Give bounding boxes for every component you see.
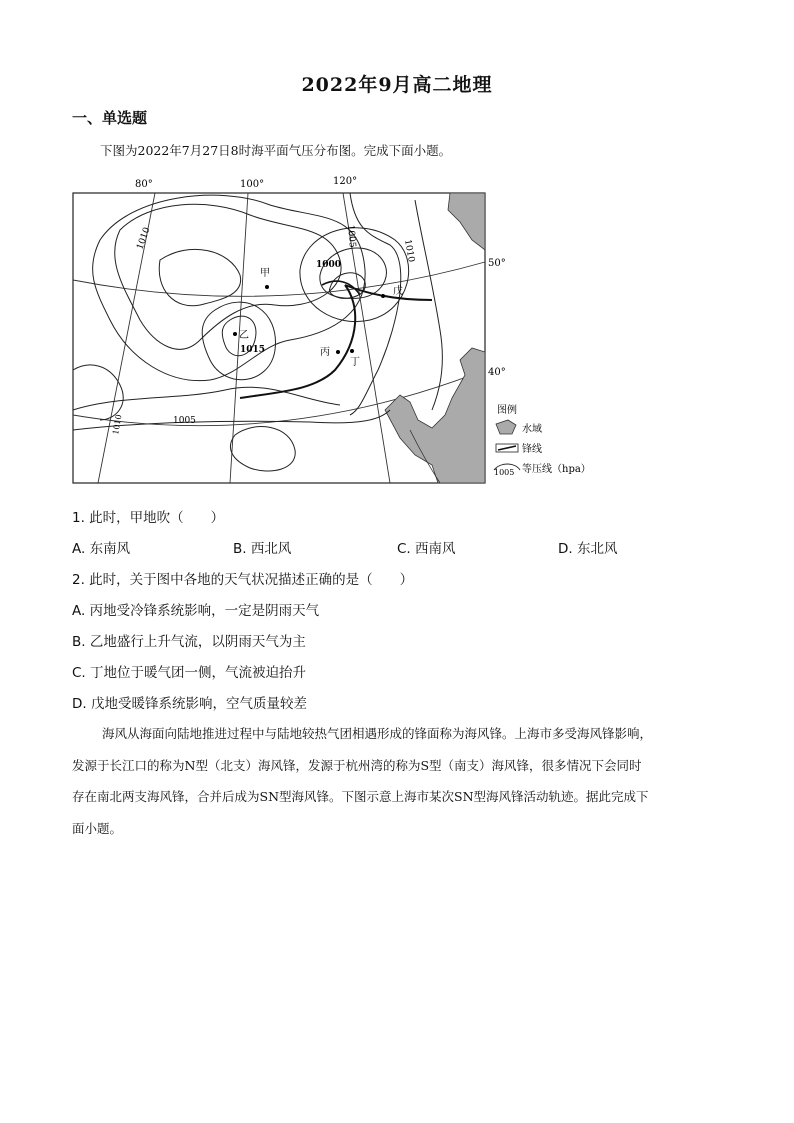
point-jia-marker — [265, 285, 269, 289]
legend-water-label: 水域 — [522, 424, 542, 435]
isobar-label: 1015 — [240, 345, 266, 355]
q1-option-d[interactable]: D. 东北风 — [558, 541, 618, 557]
isobar-label: 1010 — [135, 226, 153, 252]
point-wu-label: 戊 — [393, 286, 403, 297]
parallel-50 — [73, 262, 485, 296]
legend-water-swatch — [496, 420, 516, 434]
q2-option-c[interactable]: C. 丁地位于暖气团一侧，气流被迫抬升 — [72, 665, 307, 681]
isobar-label: 1010 — [402, 238, 416, 264]
q2-option-b[interactable]: B. 乙地盛行上升气流，以阴雨天气为主 — [72, 634, 306, 650]
parallel-40 — [73, 370, 485, 426]
isobar-label: 1005 — [173, 416, 196, 426]
lon-label-80: 80° — [135, 179, 153, 190]
q2-option-a[interactable]: A. 丙地受冷锋系统影响，一定是阴雨天气 — [72, 603, 320, 619]
point-bing-label: 丙 — [320, 347, 330, 358]
point-jia-label: 甲 — [260, 268, 270, 279]
passage-line: 发源于长江口的称为N型（北支）海风锋，发源于杭州湾的称为S型（南支）海风锋，很多情况下会同时 — [72, 757, 642, 773]
passage-line: 面小题。 — [72, 820, 123, 836]
passage — [72, 718, 722, 844]
passage-line: 海风从海面向陆地推进过程中与陆地较热气团相遇形成的锋面称为海风锋。上海市多受海风锋影响， — [102, 726, 653, 741]
lon-label-100: 100° — [240, 179, 265, 190]
water-body-sea — [385, 348, 485, 483]
q1-option-b[interactable]: B. 西北风 — [233, 541, 292, 557]
pressure-map — [60, 170, 620, 490]
isobar-line — [159, 249, 240, 305]
isobar-line — [415, 200, 442, 410]
legend-front-label: 锋线 — [522, 444, 542, 455]
legend-title: 图例 — [497, 405, 517, 416]
legend-front-line — [498, 446, 516, 450]
isobar-label-center: 1000 — [316, 260, 342, 270]
point-ding-label: 丁 — [350, 357, 360, 368]
q1-option-c[interactable]: C. 西南风 — [397, 541, 456, 557]
lat-label-50: 50° — [488, 258, 506, 269]
passage-line: 存在南北两支海风锋，合并后成为SN型海风锋。下图示意上海市某次SN型海风锋活动轨迹。据此完成下 — [72, 789, 649, 804]
lat-label-40: 40° — [488, 367, 506, 378]
legend-isobar-value: 1005 — [494, 468, 515, 477]
isobar-label: 1010 — [111, 413, 124, 436]
question-2-stem: 2. 此时，关于图中各地的天气状况描述正确的是（ ） — [72, 572, 414, 588]
page-title: 2022年9月高二地理 — [301, 74, 493, 96]
question-1-stem: 1. 此时，甲地吹（ ） — [72, 510, 225, 526]
water-body-ne — [448, 193, 485, 250]
isobar-line — [230, 427, 295, 471]
point-bing-marker — [336, 350, 340, 354]
point-yi-label: 乙 — [239, 330, 249, 341]
cold-front — [240, 285, 355, 398]
point-yi-marker — [233, 332, 237, 336]
isobar-label: 1005 — [345, 224, 357, 249]
point-wu-marker — [381, 294, 385, 298]
q1-option-a[interactable]: A. 东南风 — [72, 541, 131, 557]
question-intro: 下图为2022年7月27日8时海平面气压分布图。完成下面小题。 — [100, 143, 452, 158]
legend-isobar-label: 等压线（hpa） — [522, 464, 591, 475]
q2-option-d[interactable]: D. 戊地受暖锋系统影响，空气质量较差 — [72, 696, 307, 712]
section-heading: 一、单选题 — [72, 109, 148, 127]
lon-label-120: 120° — [333, 176, 358, 187]
point-ding-marker — [350, 349, 354, 353]
